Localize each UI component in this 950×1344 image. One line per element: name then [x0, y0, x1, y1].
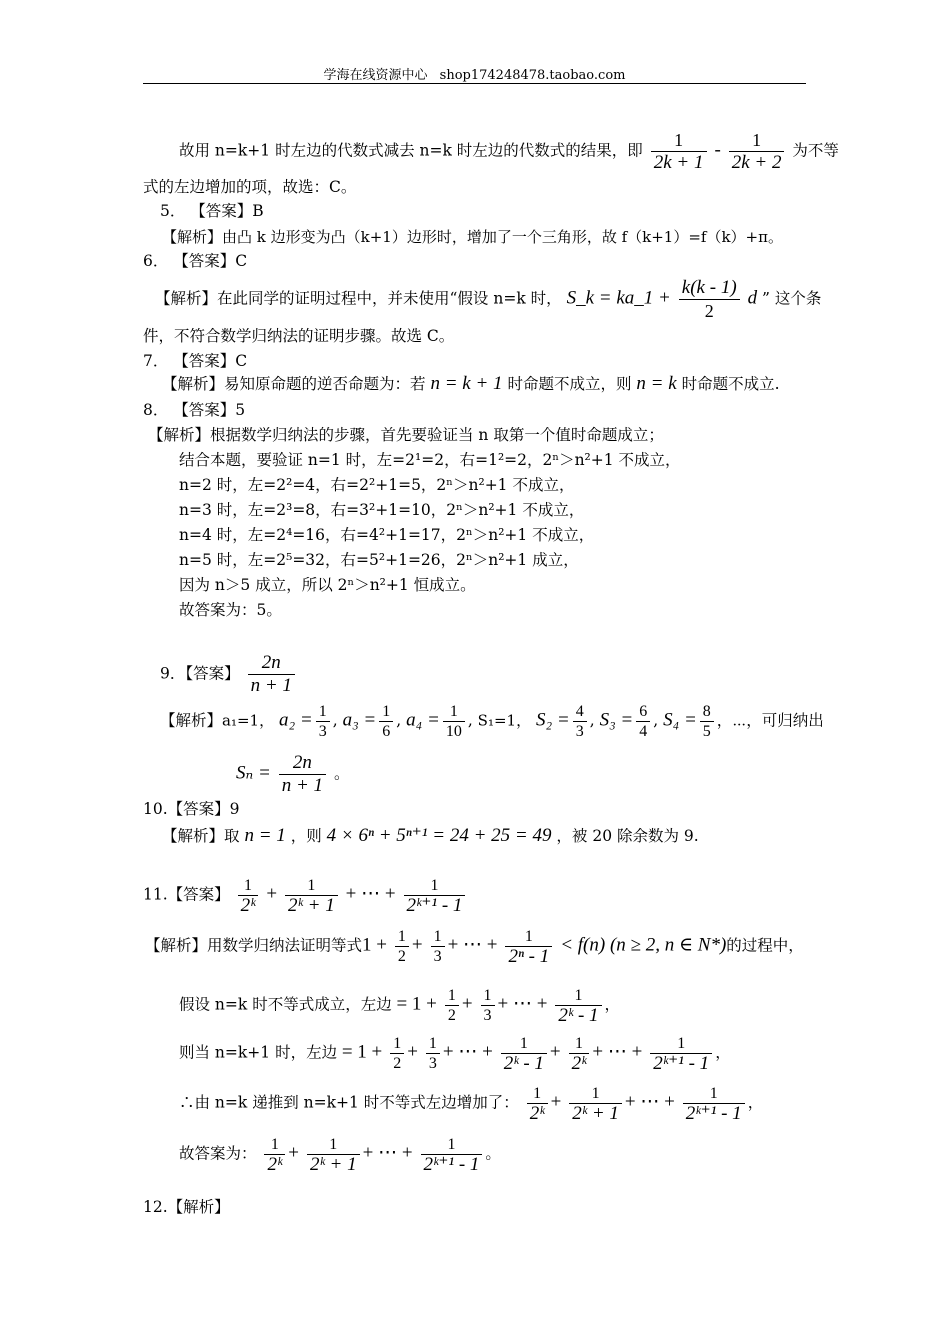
q11-l5-frac3: $\frac{1}{\text{2ᵏ⁺¹ - 1}}$: [421, 1135, 483, 1174]
q4-explanation-line2: 式的左边增加的项，故选：C。: [143, 178, 357, 196]
q11-l4-frac2: $\frac{1}{\text{2ᵏ + 1}}$: [569, 1084, 622, 1123]
q11-explanation-line1: 【解析】用数学归纳法证明等式1 + $\frac{1}{2}$ + $\frac{1}{3}$ + ⋯ + $\frac{1}{\text{2ⁿ - 1}}$ < f(n) (n ≥ 2, n ∈ N*)的过程中，: [145, 928, 804, 967]
q11-explanation-line5: 故答案为： $\frac{1}{\text{2ᵏ}}$ + $\frac{1}{\text{2ᵏ + 1}}$ + ⋯ + $\frac{1}{\text{2ᵏ⁺¹ - 1}}$ 。: [179, 1136, 501, 1175]
q11-l3-frac4: $\frac{1}{\text{2ᵏ}}$: [569, 1034, 590, 1073]
q5-answer: 5． 【答案】B: [160, 202, 264, 220]
q8-line: n=2 时，左=2²=4，右=2²+1=5，2ⁿ＞n²+1 不成立，: [179, 476, 575, 494]
q11-l2-frac1: $\frac{1}{2}$: [445, 986, 459, 1025]
q9-a4-frac: $\frac{1}{10}$: [443, 702, 465, 741]
q6-explanation-line1: 【解析】在此同学的证明过程中，并未使用“假设 n=k 时， S_k = ka_1 + $\frac{k(k - 1)}{2}$ d ” 这个条: [155, 277, 822, 321]
q9-a3-frac: $\frac{1}{6}$: [379, 702, 393, 741]
q11-l3-frac5: $\frac{1}{\text{2ᵏ⁺¹ - 1}}$: [650, 1034, 712, 1073]
q10-explanation: 【解析】取 n = 1 ，则 4 × 6ⁿ + 5ⁿ⁺¹ = 24 + 25 = 49 ，被 20 除余数为 9.: [162, 825, 699, 846]
q11-term1: $\frac{1}{\text{2ᵏ}}$: [238, 876, 259, 915]
q11-l2-frac3: $\frac{1}{\text{2ᵏ - 1}}$: [555, 986, 601, 1025]
q8-line: 故答案为：5。: [179, 601, 282, 619]
q8-answer: 8． 【答案】5: [143, 401, 246, 419]
q9-sn-frac: $\frac{2n}{n + 1}$: [279, 752, 326, 797]
q6-answer: 6． 【答案】C: [143, 252, 248, 270]
q6-explanation-line2: 件，不符合数学归纳法的证明步骤。故选 C。: [143, 327, 455, 345]
page-header: [143, 64, 806, 83]
q9-s3-frac: $\frac{6}{4}$: [636, 702, 650, 741]
q8-line: 因为 n＞5 成立，所以 2ⁿ＞n²+1 恒成立。: [179, 576, 476, 594]
q11-l4-frac1: $\frac{1}{\text{2ᵏ}}$: [527, 1084, 548, 1123]
q11-explanation-line4: ∴由 n=k 递推到 n=k+1 时不等式左边增加了： $\frac{1}{\text{2ᵏ}}$ + $\frac{1}{\text{2ᵏ + 1}}$ + ⋯ + $\frac{1}{\text{2ᵏ⁺¹ - 1}}$ ，: [179, 1085, 764, 1124]
q8-line: n=5 时，左=2⁵=32，右=5²+1=26，2ⁿ＞n²+1 成立，: [179, 551, 579, 569]
q11-l2-frac2: $\frac{1}{3}$: [481, 986, 495, 1025]
q8-line: 结合本题，要验证 n=1 时，左=2¹=2，右=1²=2，2ⁿ＞n²+1 不成立，: [179, 451, 681, 469]
q9-answer: 9．【答案】 $\frac{2n}{n + 1}$: [160, 652, 298, 697]
q11-l4-frac3: $\frac{1}{\text{2ᵏ⁺¹ - 1}}$: [683, 1084, 745, 1123]
q9-answer-frac: $\frac{2n}{n + 1}$: [248, 652, 295, 697]
q7-answer: 7． 【答案】C: [143, 352, 248, 370]
q11-answer: 11.【答案】 $\frac{1}{\text{2ᵏ}}$ + $\frac{1}{\text{2ᵏ + 1}}$ + ⋯ + $\frac{1}{\text{2ᵏ⁺¹ - 1}}$: [143, 876, 468, 915]
q11-explanation-line3: 则当 n=k+1 时，左边 = 1 + $\frac{1}{2}$ + $\frac{1}{3}$ + ⋯ + $\frac{1}{\text{2ᵏ - 1}}$ + $\frac{1}{\text{2ᵏ}}$ + ⋯ + $\frac{1}{\text{2ᵏ⁺¹ - 1}}$ ，: [179, 1035, 731, 1074]
q9-explanation-line1: 【解析】a₁=1， a₂ = $\frac{1}{3}$ , a₃ = $\frac{1}{6}$ , a₄ = $\frac{1}{10}$ , S₁=1， S₂ = $\frac{4}{3}$ , S₃ = $\frac{6}{4}$ , S₄ = $\frac{8}{5}$ ，⋯，可归纳出: [160, 703, 824, 740]
q9-a2-frac: $\frac{1}{3}$: [316, 702, 330, 741]
q11-frac-half: $\frac{1}{2}$: [395, 927, 409, 966]
q11-frac-third: $\frac{1}{3}$: [431, 927, 445, 966]
q11-frac-last: $\frac{1}{\text{2ⁿ - 1}}$: [505, 927, 552, 966]
q5-explanation: 【解析】由凸 k 边形变为凸（k+1）边形时，增加了一个三角形，故 f（k+1）=f（k）+π。: [162, 228, 783, 246]
q7-explanation: 【解析】易知原命题的逆否命题为：若 n = k + 1 时命题不成立，则 n = k 时命题不成立.: [162, 373, 780, 394]
q8-line: n=3 时，左=2³=8，右=3²+1=10，2ⁿ＞n²+1 不成立，: [179, 501, 585, 519]
q11-term3: $\frac{1}{\text{2ᵏ⁺¹ - 1}}$: [404, 876, 466, 915]
q12-heading: 12.【解析】: [143, 1198, 230, 1216]
header-shop: shop174248478.taobao.com: [439, 68, 626, 83]
q10-answer: 10.【答案】9: [143, 800, 240, 818]
q11-l5-frac1: $\frac{1}{\text{2ᵏ}}$: [264, 1135, 285, 1174]
header-site: 学海在线资源中心: [323, 68, 428, 83]
q11-l3-frac2: $\frac{1}{3}$: [426, 1034, 440, 1073]
q6-frac: $\frac{k(k - 1)}{2}$: [679, 277, 740, 322]
q11-l3-frac3: $\frac{1}{\text{2ᵏ - 1}}$: [501, 1034, 547, 1073]
q4-frac1: $\frac{1}{2k + 1}$: [651, 129, 707, 174]
q8-line: n=4 时，左=2⁴=16，右=4²+1=17，2ⁿ＞n²+1 不成立，: [179, 526, 595, 544]
q11-explanation-line2: 假设 n=k 时不等式成立，左边 = 1 + $\frac{1}{2}$ + $\frac{1}{3}$ + ⋯ + $\frac{1}{\text{2ᵏ - 1}}$ ，: [179, 987, 621, 1026]
q9-s4-frac: $\frac{8}{5}$: [700, 702, 714, 741]
q9-explanation-line2: Sₙ = $\frac{2n}{n + 1}$ 。: [236, 752, 350, 796]
q9-s2-frac: $\frac{4}{3}$: [573, 702, 587, 741]
q8-explanation: 【解析】根据数学归纳法的步骤，首先要验证当 n 取第一个值时命题成立；: [148, 426, 664, 444]
q4-explanation-line1: 故用 n=k+1 时左边的代数式减去 n=k 时左边的代数式的结果，即 $\frac{1}{2k + 1}$ - $\frac{1}{2k + 2}$ 为不等: [179, 130, 839, 173]
header-divider: [143, 83, 806, 84]
q11-l3-frac1: $\frac{1}{2}$: [390, 1034, 404, 1073]
q11-term2: $\frac{1}{\text{2ᵏ + 1}}$: [285, 876, 338, 915]
q4-frac2: $\frac{1}{2k + 2}$: [729, 129, 785, 174]
q11-l5-frac2: $\frac{1}{\text{2ᵏ + 1}}$: [307, 1135, 360, 1174]
